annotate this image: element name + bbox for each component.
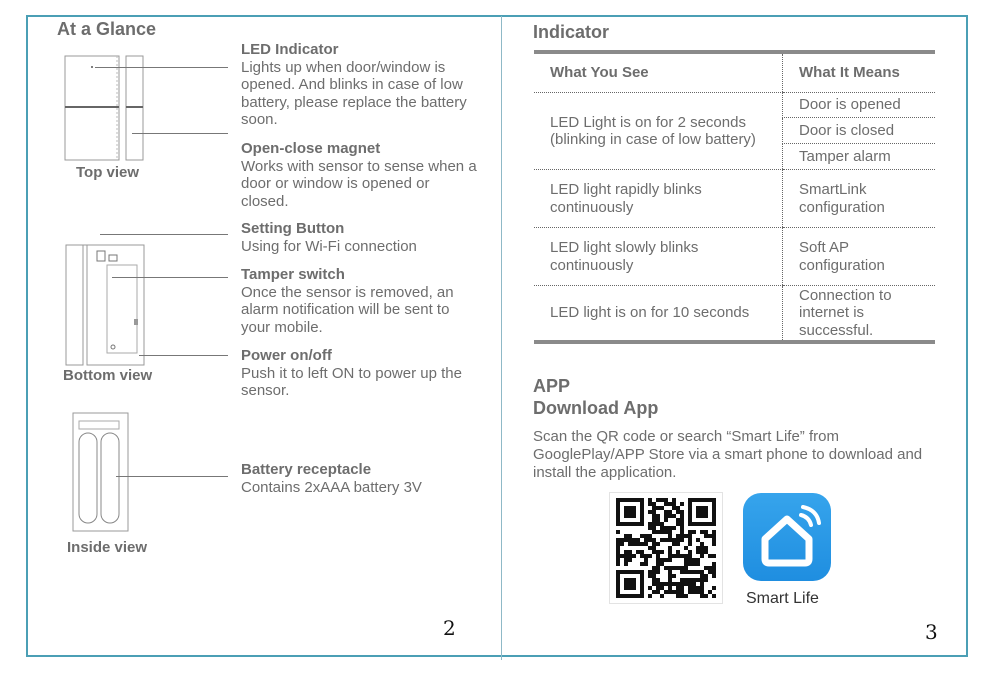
page-number-right: 3 — [925, 620, 938, 644]
house-wifi-icon — [743, 493, 831, 581]
page-number-left: 2 — [443, 616, 456, 640]
feature-tamper-switch — [241, 266, 481, 336]
top-view-illustration — [62, 54, 146, 164]
inside-view-illustration — [71, 411, 131, 533]
feature-title: Power on/off — [241, 347, 332, 364]
leader-line — [116, 476, 228, 477]
table-cell-means: Tamper alarm — [783, 144, 936, 170]
feature-power-on-off — [241, 347, 481, 400]
feature-title: Open-close magnet — [241, 140, 381, 157]
table-cell-means: Soft AP configuration — [783, 228, 936, 286]
feature-desc: Lights up when door/window is opened. And blinks in case of low battery, please replace the battery soon. — [241, 58, 467, 128]
table-row — [534, 170, 935, 228]
at-a-glance-heading: At a Glance — [57, 19, 157, 39]
smart-life-app-icon[interactable] — [743, 493, 831, 581]
feature-led-indicator — [241, 41, 481, 129]
leader-line — [132, 133, 228, 134]
page-divider — [501, 16, 502, 660]
feature-battery-receptacle — [241, 461, 501, 496]
download-app-heading: Download App — [533, 398, 659, 418]
indicator-heading: Indicator — [533, 22, 610, 42]
leader-line — [100, 234, 228, 235]
feature-desc: Push it to left ON to power up the sensor. — [241, 364, 462, 399]
table-cell-means: Connection to internet is successful. — [783, 286, 936, 342]
indicator-table — [534, 50, 935, 344]
table-cell-means: Door is closed — [783, 118, 936, 144]
feature-title: LED Indicator — [241, 41, 339, 58]
app-name-label: Smart Life — [746, 590, 819, 607]
table-cell-see: LED light is on for 10 seconds — [534, 286, 783, 342]
feature-desc: Works with sensor to sense when a door or window is opened or closed. — [241, 157, 477, 210]
table-cell-means: SmartLink configuration — [783, 170, 936, 228]
bottom-view-label: Bottom view — [63, 367, 153, 384]
feature-title: Battery receptacle — [241, 461, 372, 478]
leader-line — [95, 67, 228, 68]
table-header-see: What You See — [534, 52, 783, 93]
feature-title: Setting Button — [241, 220, 345, 237]
feature-desc: Contains 2xAAA battery 3V — [241, 478, 422, 496]
table-row — [534, 93, 935, 118]
app-heading: APP — [533, 376, 571, 396]
feature-desc: Once the sensor is removed, an alarm notification will be sent to your mobile. — [241, 283, 454, 336]
qr-code[interactable] — [609, 492, 723, 604]
feature-open-close-magnet — [241, 140, 481, 210]
leader-line — [139, 355, 228, 356]
table-cell-see: LED light rapidly blinks continuously — [534, 170, 783, 228]
table-cell-see: LED Light is on for 2 seconds (blinking in case of low battery) — [534, 93, 783, 170]
table-header-row — [534, 52, 935, 93]
bottom-view-illustration — [64, 241, 148, 369]
download-instructions: Scan the QR code or search “Smart Life” from GooglePlay/APP Store via a smart phone to download and install the application. — [533, 428, 923, 481]
table-row — [534, 286, 935, 342]
feature-title: Tamper switch — [241, 266, 345, 283]
top-view-label: Top view — [76, 164, 140, 181]
table-row — [534, 228, 935, 286]
feature-desc: Using for Wi-Fi connection — [241, 237, 417, 255]
feature-setting-button — [241, 220, 481, 255]
table-cell-see: LED light slowly blinks continuously — [534, 228, 783, 286]
inside-view-label: Inside view — [67, 539, 148, 556]
table-header-means: What It Means — [783, 52, 936, 93]
table-cell-means: Door is opened — [783, 93, 936, 118]
leader-line — [112, 277, 228, 278]
